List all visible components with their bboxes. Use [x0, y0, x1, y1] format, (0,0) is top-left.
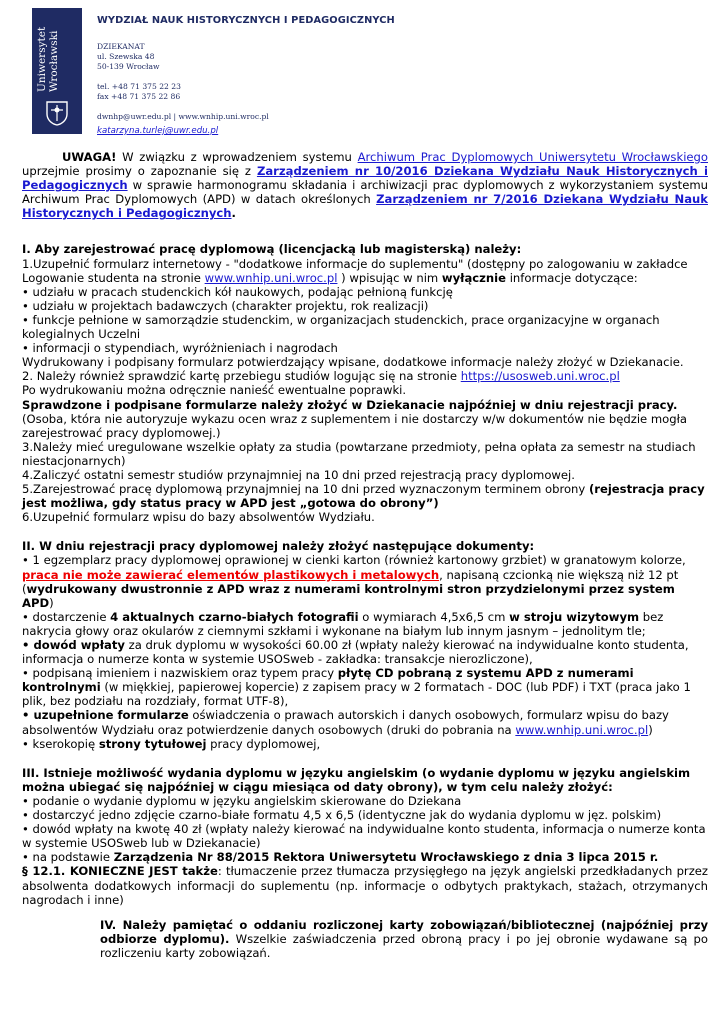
section-3-heading: III. Istnieje możliwość wydania dyplomu w języku angielskim (o wydanie dyplomu w języku angielskim można ubiegać się najpóźniej w ciągu miesiąca od daty obrony), w tym celu należy złożyć: — [22, 765, 691, 794]
tel: tel. +48 71 375 22 23 — [97, 82, 181, 91]
s3-bullet-4: • na podstawie Zarządzenia Nr 88/2015 Rektora Uniwersytetu Wrocławskiego z dnia 3 lipca 2015 r. — [22, 850, 659, 865]
s1-item-3: 3.Należy mieć uregulowane wszelkie opłaty za studia (powtarzane przedmioty, pełna opłata za semestr na studiach niestacjonarnych) — [22, 439, 696, 468]
contact-email-link[interactable]: katarzyna.turlej@uwr.edu.pl — [97, 126, 219, 136]
intro-paragraph: UWAGA! W związku z wprowadzeniem systemu Archiwum Prac Dyplomowych Uniwersytetu Wrocławskiego uprzejmie prosimy o zapoznanie się z Zarządzeniem nr 10/2016 Dziekana Wydziału Nauk Historycznych i Pedagogicznych w sprawie harmonogramu składania i archiwizacji prac dyplomowych z wykorzystaniem systemu Archiwum Prac Dyplomowych (APD) w datach określonych Zarządzeniem nr 7/2016 Dziekana Wydziału Nauk Historycznych i Pedagogicznych. — [22, 150, 708, 221]
faculty-title: WYDZIAŁ NAUK HISTORYCZNYCH I PEDAGOGICZNYCH — [97, 15, 395, 26]
s3-bullet-5: § 12.1. KONIECZNE JEST także: tłumaczenie przez tłumacza przysięgłego na język angielski przedkładanych przez absolwenta dodatkowych informacji do suplementu (np. informacje o odbytych praktykach, stażach, otrzymanych nagrodach i inne) — [22, 864, 708, 907]
section-2-heading: II. W dniu rejestracji pracy dyplomowej należy złożyć następujące dokumenty: — [22, 539, 535, 554]
city: 50-139 Wrocław — [97, 62, 160, 71]
section-4: IV. Należy pamiętać o oddaniu rozliczonej karty zobowiązań/bibliotecznej (najpóźniej przy odbiorze dyplomu). Wszelkie zaświadczenia przed obroną pracy i po jej obronie wydawane są po rozliczeniu karty zobowiązań. — [100, 917, 709, 960]
s1-item-1: 1.Uzupełnić formularz internetowy - "dodatkowe informacje do suplementu" (dostępny po zalogowaniu w zakładce Logowanie studenta na stronie www.wnhip.uni.wroc.pl ) wpisując w nim wyłącznie informacje dotyczące: — [22, 256, 688, 285]
document-body — [22, 150, 708, 960]
street: ul. Szewska 48 — [97, 52, 155, 61]
s1-item-2: 2. Należy również sprawdzić kartę przebiegu studiów logując się na stronie https://usosweb.uni.wroc.pl — [22, 369, 620, 384]
s1-note: Wydrukowany i podpisany formularz potwierdzający wpisane, dodatkowe informacje należy złożyć w Dziekanacie. — [22, 355, 684, 370]
s2-bullet-2: • dostarczenie 4 aktualnych czarno-białych fotografii o wymiarach 4,5x6,5 cm w stroju wizytowym bez nakrycia głowy oraz okularów z ciemnymi szkłami i wykonane na białym lub innym jasnym – jednolitym tle; — [22, 609, 664, 638]
s3-bullet-1: • podanie o wydanie dyplomu w języku angielskim skierowane do Dziekana — [22, 793, 462, 808]
s3-bullet-2: • dostarczyć jedno zdjęcie czarno-białe formatu 4,5 x 6,5 (identyczne jak do wydania dyplomu w jęz. polskim) — [22, 808, 662, 823]
address-block — [97, 42, 269, 122]
warning-text: praca nie może zawierać elementów plastikowych i metalowych — [22, 567, 440, 582]
s1-item-2-bold: Sprawdzone i podpisane formularze należy złożyć w Dziekanacie najpóźniej w dniu rejestracji pracy. (Osoba, która nie autoryzuje wykazu ocen wraz z suplementem i nie dostarczy w/w dokumentów nie będzie mogła zarejestrować pracy dyplomowej.) — [22, 397, 688, 440]
apd-link[interactable]: Archiwum Prac Dyplomowych Uniwersytetu Wrocławskiego — [357, 150, 708, 164]
s1-bullet: • udziału w pracach studenckich kół naukowych, podając pełnioną funkcję — [22, 284, 453, 299]
university-logo — [32, 8, 82, 134]
web-contact: dwnhp@uwr.edu.pl | www.wnhip.uni.wroc.pl — [97, 112, 269, 121]
crest-icon — [45, 100, 69, 126]
wnhip-link-2[interactable]: www.wnhip.uni.wroc.pl — [515, 722, 649, 737]
regulation-7-link[interactable]: Zarządzeniem nr 7/2016 Dziekana Wydziału Nauk Historycznych i Pedagogicznych — [22, 192, 708, 221]
fax: fax +48 71 375 22 86 — [97, 92, 181, 101]
logo-text: Uniwersytet Wrocławski — [36, 26, 60, 92]
s2-bullet-6: • kserokopię strony tytułowej pracy dyplomowej, — [22, 736, 321, 751]
s1-item-6: 6.Uzupełnić formularz wpisu do bazy absolwentów Wydziału. — [22, 510, 375, 525]
s1-bullet: • udziału w projektach badawczych (charakter projektu, rok realizacji) — [22, 298, 429, 313]
regulation-10-link[interactable]: Zarządzeniem nr 10/2016 Dziekana Wydziału Nauk Historycznych i Pedagogicznych — [22, 164, 708, 193]
usosweb-link[interactable]: https://usosweb.uni.wroc.pl — [460, 369, 620, 384]
dept-name: DZIEKANAT — [97, 42, 145, 51]
s1-item-5: 5.Zarejestrować pracę dyplomową przynajmniej na 10 dni przed wyznaczonym terminem obrony (rejestracja pracy jest możliwa, gdy status pracy w APD jest „gotowa do obrony”) — [22, 482, 705, 511]
s1-note-2: Po wydrukowaniu można odręcznie nanieść ewentualne poprawki. — [22, 383, 407, 398]
s2-bullet-5: • uzupełnione formularze oświadczenia o prawach autorskich i danych osobowych, formularz wpisu do bazy absolwentów Wydziału oraz potwierdzenie danych osobowych (druki do pobrania na www.wnhip.uni.wroc.pl) — [22, 708, 669, 737]
uwaga-label: UWAGA! — [62, 150, 117, 164]
s2-bullet-3: • dowód wpłaty za druk dyplomu w wysokości 60.00 zł (wpłaty należy kierować na indywidualne konto studenta, informacja o numerze konta w systemie USOSweb - zakładka: transakcje nierozliczone), — [22, 638, 689, 667]
s3-bullet-3: • dowód wpłaty na kwotę 40 zł (wpłaty należy kierować na indywidualne konto studenta, informacja o numerze konta w systemie USOSweb lub w Dziekanacie) — [22, 822, 706, 851]
s1-bullet: • funkcje pełnione w samorządzie studenckim, w organizacjach studenckich, prace organizacyjne w organach kolegialnych Uczelni — [22, 312, 660, 342]
s2-bullet-4: • podpisaną imieniem i nazwiskiem oraz typem pracy płytę CD pobraną z systemu APD z numerami kontrolnymi (w miękkiej, papierowej kopercie) z zapisem pracy w 2 formatach - DOC (lub PDF) i TXT (praca jako 1 plik, bez podziału na rozdziały, format UTF-8), — [22, 666, 691, 709]
s1-bullet: • informacji o stypendiach, wyróżnieniach i nagrodach — [22, 341, 338, 356]
section-1-heading: I. Aby zarejestrować pracę dyplomową (licencjacką lub magisterską) należy: — [22, 242, 522, 257]
s1-item-4: 4.Zaliczyć ostatni semestr studiów przynajmniej na 10 dni przed rejestracją pracy dyplomowej. — [22, 467, 575, 482]
wnhip-link[interactable]: www.wnhip.uni.wroc.pl — [204, 270, 338, 285]
s2-bullet-1: • 1 egzemplarz pracy dyplomowej oprawionej w cienki karton (również kartonowy grzbiet) w granatowym kolorze, praca nie może zawierać elementów plastikowych i metalowych, napisaną czcionką nie większą niż 12 pt (wydrukowany dwustronnie z APD wraz z numerami kontrolnymi stron przydzielonymi przez system APD) — [22, 553, 686, 610]
